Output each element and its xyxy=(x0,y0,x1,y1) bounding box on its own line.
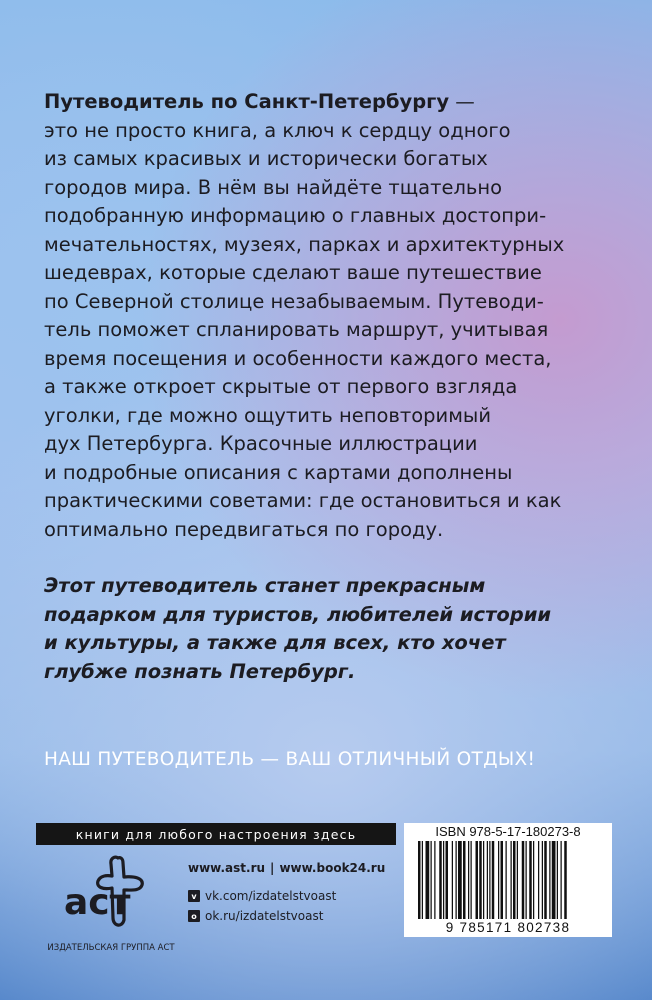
isbn-barcode xyxy=(404,823,612,937)
barcode-bar xyxy=(471,841,472,919)
description-line: и подробные описания с картами дополнены xyxy=(44,460,513,484)
barcode-bar xyxy=(506,841,507,919)
slogan: НАШ ПУТЕВОДИТЕЛЬ — ВАШ ОТЛИЧНЫЙ ОТДЫХ! xyxy=(44,749,536,770)
barcode-bar xyxy=(552,841,556,919)
barcode-bar xyxy=(533,841,534,919)
publisher-caption: ИЗДАТЕЛЬСКАЯ ГРУППА АСТ xyxy=(47,943,175,953)
barcode-bar xyxy=(564,841,567,919)
description-line: шедеврах, которые сделают ваше путешествие xyxy=(44,261,542,284)
barcode-bar xyxy=(443,841,444,919)
link-separator: | xyxy=(270,861,275,875)
tagline-text: книги для любого настроения здесь xyxy=(75,826,357,842)
barcode-bar xyxy=(498,841,499,919)
vk-icon: v xyxy=(188,890,200,902)
barcode-bar xyxy=(522,841,525,919)
barcode-bar xyxy=(529,841,532,919)
description-line: практическими советами: где остановиться и как xyxy=(44,489,562,512)
book-title: Путеводитель по Санкт-Петербургу xyxy=(44,90,450,113)
barcode-bar xyxy=(452,841,453,919)
description-line: уголки, где можно ощутить неповторимый xyxy=(44,403,491,427)
website-link-ast[interactable]: www.ast.ru xyxy=(188,861,266,875)
ast-logo-icon xyxy=(60,852,160,937)
vk-row xyxy=(188,886,385,906)
website-row xyxy=(188,858,385,878)
barcode-bar xyxy=(492,841,495,919)
description-line: оптимально передвигаться по городу. xyxy=(44,517,444,541)
isbn-label: ISBN 978-5-17-180273-8 xyxy=(435,824,581,839)
description-line: дух Петербурга. Красочные иллюстрации xyxy=(44,432,478,455)
barcode-bar xyxy=(489,841,490,919)
logo-text: аст xyxy=(64,882,131,923)
barcode-bar xyxy=(463,841,466,919)
barcode-bar xyxy=(456,841,457,919)
barcode-bar xyxy=(479,841,482,919)
description-paragraph xyxy=(44,88,624,544)
barcode-bar xyxy=(561,841,562,919)
barcode-bar xyxy=(513,841,516,919)
description-line: тель поможет спланировать маршрут, учитывая xyxy=(44,318,549,341)
description-line: из самых красивых и исторически богатых xyxy=(44,147,488,170)
barcode-bar xyxy=(549,841,550,919)
tagline-bar xyxy=(36,823,396,845)
publisher-logo xyxy=(60,852,160,937)
highlight-line: глубже познать Петербург. xyxy=(44,659,356,683)
ok-link[interactable]: ok.ru/izdatelstvoast xyxy=(205,909,324,923)
barcode-bar xyxy=(446,841,449,919)
ok-icon: o xyxy=(188,910,200,922)
description-line: городов мира. В нём вы найдёте тщательно xyxy=(44,175,503,199)
description-line: это не просто книга, а ключ к сердцу одного xyxy=(44,118,511,142)
description-line: мечательностях, музеях, парках и архитектурных xyxy=(44,232,565,256)
barcode-bar xyxy=(483,841,484,919)
highlight-line: и культуры, а также для всех, кто хочет xyxy=(44,631,506,654)
barcode-bar xyxy=(544,841,547,919)
barcode-digits: 9 785171 802738 xyxy=(445,920,571,935)
description-line: подобранную информацию о главных достопри- xyxy=(44,204,547,227)
barcode-bar xyxy=(511,841,512,919)
website-link-book24[interactable]: www.book24.ru xyxy=(279,861,386,875)
barcode-bar xyxy=(434,841,435,919)
barcode-bar xyxy=(418,841,421,919)
description-line: время посещения и особенности каждого места, xyxy=(44,346,552,370)
vk-link[interactable]: vk.com/izdatelstvoast xyxy=(205,889,337,903)
barcode-bar xyxy=(517,841,518,919)
barcode-bar xyxy=(439,841,442,919)
barcode-bar xyxy=(422,841,423,919)
description-line: а также откроет скрытые от первого взгляда xyxy=(44,375,518,398)
description-line: Путеводитель по Санкт-Петербургу — xyxy=(44,90,475,113)
barcode-bar xyxy=(458,841,462,919)
description-line: по Северной столице незабываемым. Путеводи- xyxy=(44,289,544,313)
publisher-links xyxy=(188,858,385,926)
barcode-bar xyxy=(557,841,558,919)
highlight-line: подарком для туристов, любителей истории xyxy=(44,602,552,626)
barcode-bar xyxy=(426,841,430,919)
barcode-bar xyxy=(542,841,543,919)
barcode-bar xyxy=(487,841,488,919)
barcode-bar xyxy=(538,841,539,919)
barcode-bar xyxy=(468,841,469,919)
barcode-bar xyxy=(476,841,479,919)
barcode-bar xyxy=(526,841,527,919)
ok-row xyxy=(188,906,385,926)
barcode-bar xyxy=(501,841,504,919)
highlight-paragraph xyxy=(44,572,624,686)
highlight-line: Этот путеводитель станет прекрасным xyxy=(44,574,486,597)
barcode-bar xyxy=(431,841,432,919)
